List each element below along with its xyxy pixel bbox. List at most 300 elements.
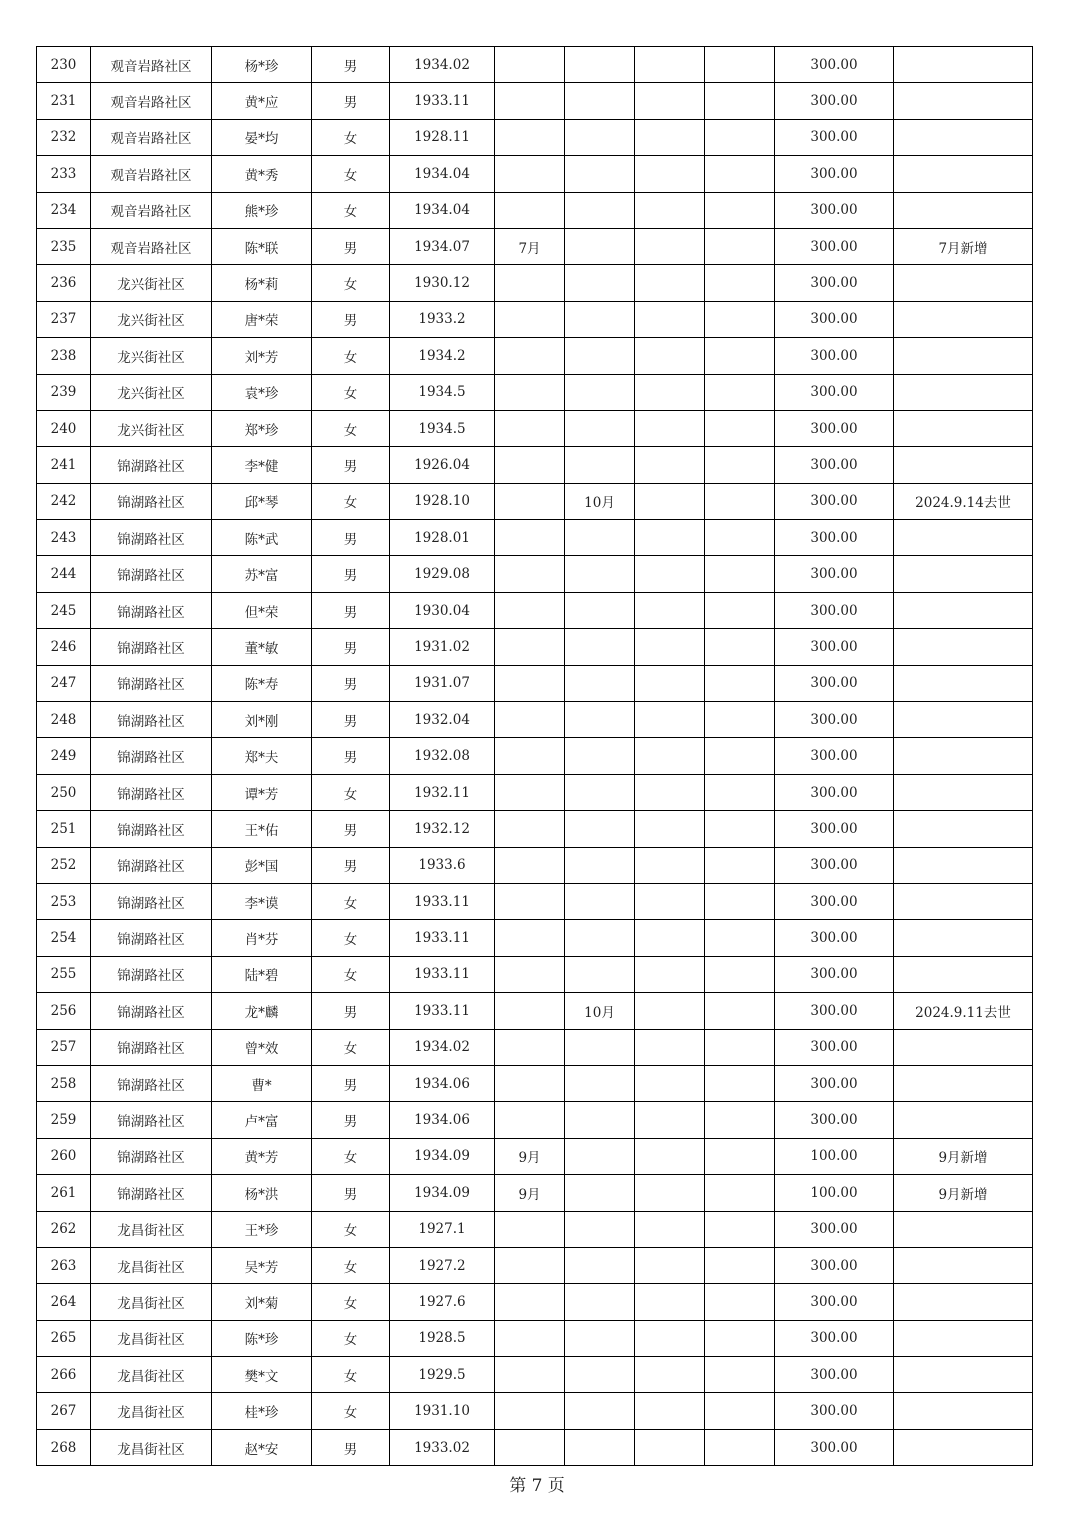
col-h-cell — [635, 1175, 705, 1211]
name-cell: 桂*珍 — [212, 1393, 312, 1429]
remarks-cell: 9月新增 — [894, 1138, 1033, 1174]
gender-cell: 女 — [312, 265, 390, 301]
name-cell: 郑*珍 — [212, 410, 312, 446]
col-h-cell — [635, 1065, 705, 1101]
gender-cell: 男 — [312, 993, 390, 1029]
amount-cell: 300.00 — [775, 119, 894, 155]
birth-date-cell: 1934.09 — [390, 1175, 495, 1211]
col-h-cell — [635, 447, 705, 483]
col-h-cell — [635, 119, 705, 155]
add-month-cell — [495, 156, 565, 192]
col-i-cell — [705, 811, 775, 847]
birth-date-cell: 1928.10 — [390, 483, 495, 519]
community-cell: 锦湖路社区 — [91, 447, 212, 483]
remarks-cell — [894, 192, 1033, 228]
add-month-cell — [495, 483, 565, 519]
remove-month-cell — [565, 410, 635, 446]
birth-date-cell: 1933.6 — [390, 847, 495, 883]
name-cell: 邱*琴 — [212, 483, 312, 519]
gender-cell: 男 — [312, 447, 390, 483]
remove-month-cell — [565, 1429, 635, 1465]
amount-cell: 100.00 — [775, 1138, 894, 1174]
col-i-cell — [705, 47, 775, 83]
col-h-cell — [635, 228, 705, 264]
table-row — [37, 483, 1033, 519]
community-cell: 锦湖路社区 — [91, 483, 212, 519]
name-cell: 陈*寿 — [212, 665, 312, 701]
birth-date-cell: 1929.08 — [390, 556, 495, 592]
remarks-cell: 7月新增 — [894, 228, 1033, 264]
col-h-cell — [635, 1284, 705, 1320]
remove-month-cell — [565, 592, 635, 628]
community-cell: 锦湖路社区 — [91, 956, 212, 992]
col-h-cell — [635, 520, 705, 556]
birth-date-cell: 1927.2 — [390, 1247, 495, 1283]
name-cell: 赵*安 — [212, 1429, 312, 1465]
col-i-cell — [705, 956, 775, 992]
name-cell: 苏*富 — [212, 556, 312, 592]
table-row — [37, 301, 1033, 337]
remarks-cell — [894, 410, 1033, 446]
name-cell: 郑*夫 — [212, 738, 312, 774]
name-cell: 陆*碧 — [212, 956, 312, 992]
add-month-cell — [495, 265, 565, 301]
col-i-cell — [705, 774, 775, 810]
gender-cell: 女 — [312, 1393, 390, 1429]
amount-cell: 300.00 — [775, 47, 894, 83]
table-row — [37, 592, 1033, 628]
name-cell: 刘*芳 — [212, 338, 312, 374]
gender-cell: 男 — [312, 592, 390, 628]
add-month-cell — [495, 1320, 565, 1356]
community-cell: 锦湖路社区 — [91, 1065, 212, 1101]
community-cell: 锦湖路社区 — [91, 883, 212, 919]
table-row — [37, 665, 1033, 701]
remove-month-cell — [565, 192, 635, 228]
name-cell: 李*谟 — [212, 883, 312, 919]
remarks-cell — [894, 920, 1033, 956]
birth-date-cell: 1934.5 — [390, 374, 495, 410]
birth-date-cell: 1933.11 — [390, 956, 495, 992]
birth-date-cell: 1932.04 — [390, 702, 495, 738]
table-row — [37, 556, 1033, 592]
name-cell: 陈*联 — [212, 228, 312, 264]
col-h-cell — [635, 1102, 705, 1138]
col-h-cell — [635, 702, 705, 738]
table-row — [37, 228, 1033, 264]
row-number-cell: 261 — [37, 1175, 91, 1211]
birth-date-cell: 1933.11 — [390, 920, 495, 956]
gender-cell: 女 — [312, 956, 390, 992]
gender-cell: 男 — [312, 629, 390, 665]
amount-cell: 300.00 — [775, 702, 894, 738]
name-cell: 龙*麟 — [212, 993, 312, 1029]
birth-date-cell: 1934.5 — [390, 410, 495, 446]
col-h-cell — [635, 1211, 705, 1247]
remarks-cell — [894, 629, 1033, 665]
col-i-cell — [705, 410, 775, 446]
birth-date-cell: 1934.06 — [390, 1065, 495, 1101]
col-i-cell — [705, 1065, 775, 1101]
name-cell: 杨*洪 — [212, 1175, 312, 1211]
add-month-cell — [495, 702, 565, 738]
remove-month-cell — [565, 228, 635, 264]
remarks-cell — [894, 156, 1033, 192]
community-cell: 锦湖路社区 — [91, 629, 212, 665]
remove-month-cell — [565, 1029, 635, 1065]
row-number-cell: 237 — [37, 301, 91, 337]
add-month-cell — [495, 520, 565, 556]
birth-date-cell: 1931.07 — [390, 665, 495, 701]
row-number-cell: 255 — [37, 956, 91, 992]
add-month-cell — [495, 338, 565, 374]
table-row — [37, 1138, 1033, 1174]
community-cell: 锦湖路社区 — [91, 1138, 212, 1174]
add-month-cell — [495, 665, 565, 701]
remove-month-cell — [565, 265, 635, 301]
add-month-cell — [495, 883, 565, 919]
name-cell: 吴*芳 — [212, 1247, 312, 1283]
community-cell: 龙兴街社区 — [91, 301, 212, 337]
birth-date-cell: 1932.12 — [390, 811, 495, 847]
gender-cell: 男 — [312, 1065, 390, 1101]
community-cell: 锦湖路社区 — [91, 702, 212, 738]
add-month-cell — [495, 993, 565, 1029]
remarks-cell — [894, 1211, 1033, 1247]
remarks-cell — [894, 1102, 1033, 1138]
gender-cell: 女 — [312, 374, 390, 410]
birth-date-cell: 1930.12 — [390, 265, 495, 301]
remove-month-cell — [565, 883, 635, 919]
add-month-cell — [495, 1429, 565, 1465]
table-body — [37, 47, 1033, 1466]
birth-date-cell: 1931.10 — [390, 1393, 495, 1429]
community-cell: 锦湖路社区 — [91, 592, 212, 628]
amount-cell: 300.00 — [775, 265, 894, 301]
add-month-cell — [495, 847, 565, 883]
row-number-cell: 257 — [37, 1029, 91, 1065]
row-number-cell: 238 — [37, 338, 91, 374]
remove-month-cell — [565, 556, 635, 592]
amount-cell: 300.00 — [775, 338, 894, 374]
name-cell: 黄*秀 — [212, 156, 312, 192]
name-cell: 董*敏 — [212, 629, 312, 665]
row-number-cell: 235 — [37, 228, 91, 264]
remove-month-cell — [565, 738, 635, 774]
amount-cell: 300.00 — [775, 556, 894, 592]
name-cell: 樊*文 — [212, 1357, 312, 1393]
gender-cell: 女 — [312, 483, 390, 519]
remarks-cell: 9月新增 — [894, 1175, 1033, 1211]
gender-cell: 男 — [312, 738, 390, 774]
community-cell: 龙昌街社区 — [91, 1320, 212, 1356]
row-number-cell: 232 — [37, 119, 91, 155]
table-row — [37, 883, 1033, 919]
amount-cell: 300.00 — [775, 1102, 894, 1138]
birth-date-cell: 1934.07 — [390, 228, 495, 264]
add-month-cell — [495, 301, 565, 337]
remove-month-cell — [565, 1102, 635, 1138]
table-row — [37, 119, 1033, 155]
add-month-cell — [495, 556, 565, 592]
community-cell: 龙昌街社区 — [91, 1211, 212, 1247]
table-row — [37, 47, 1033, 83]
col-i-cell — [705, 1284, 775, 1320]
col-i-cell — [705, 483, 775, 519]
add-month-cell: 9月 — [495, 1175, 565, 1211]
remove-month-cell — [565, 811, 635, 847]
remarks-cell — [894, 1284, 1033, 1320]
col-h-cell — [635, 883, 705, 919]
remarks-cell — [894, 520, 1033, 556]
amount-cell: 300.00 — [775, 374, 894, 410]
col-i-cell — [705, 1429, 775, 1465]
gender-cell: 男 — [312, 811, 390, 847]
name-cell: 但*荣 — [212, 592, 312, 628]
gender-cell: 男 — [312, 556, 390, 592]
gender-cell: 女 — [312, 1357, 390, 1393]
add-month-cell — [495, 774, 565, 810]
remarks-cell — [894, 83, 1033, 119]
amount-cell: 300.00 — [775, 920, 894, 956]
add-month-cell — [495, 956, 565, 992]
remove-month-cell — [565, 119, 635, 155]
add-month-cell — [495, 811, 565, 847]
gender-cell: 男 — [312, 1429, 390, 1465]
col-i-cell — [705, 883, 775, 919]
remarks-cell — [894, 265, 1033, 301]
row-number-cell: 240 — [37, 410, 91, 446]
table-row — [37, 1065, 1033, 1101]
remove-month-cell — [565, 702, 635, 738]
remarks-cell — [894, 119, 1033, 155]
gender-cell: 女 — [312, 1029, 390, 1065]
amount-cell: 300.00 — [775, 520, 894, 556]
remarks-cell — [894, 883, 1033, 919]
col-h-cell — [635, 920, 705, 956]
amount-cell: 300.00 — [775, 993, 894, 1029]
remarks-cell — [894, 738, 1033, 774]
col-h-cell — [635, 1393, 705, 1429]
remarks-cell: 2024.9.11去世 — [894, 993, 1033, 1029]
community-cell: 锦湖路社区 — [91, 1029, 212, 1065]
name-cell: 王*珍 — [212, 1211, 312, 1247]
add-month-cell — [495, 592, 565, 628]
gender-cell: 男 — [312, 665, 390, 701]
row-number-cell: 259 — [37, 1102, 91, 1138]
amount-cell: 300.00 — [775, 847, 894, 883]
community-cell: 锦湖路社区 — [91, 665, 212, 701]
row-number-cell: 253 — [37, 883, 91, 919]
gender-cell: 男 — [312, 47, 390, 83]
col-i-cell — [705, 156, 775, 192]
add-month-cell — [495, 1029, 565, 1065]
community-cell: 锦湖路社区 — [91, 774, 212, 810]
col-i-cell — [705, 1029, 775, 1065]
col-i-cell — [705, 1102, 775, 1138]
add-month-cell — [495, 83, 565, 119]
remove-month-cell: 10月 — [565, 993, 635, 1029]
col-i-cell — [705, 665, 775, 701]
row-number-cell: 246 — [37, 629, 91, 665]
col-i-cell — [705, 1247, 775, 1283]
name-cell: 曹* — [212, 1065, 312, 1101]
remove-month-cell — [565, 447, 635, 483]
birth-date-cell: 1927.6 — [390, 1284, 495, 1320]
remarks-cell — [894, 847, 1033, 883]
name-cell: 杨*珍 — [212, 47, 312, 83]
community-cell: 龙昌街社区 — [91, 1393, 212, 1429]
table-row — [37, 1357, 1033, 1393]
gender-cell: 女 — [312, 192, 390, 228]
col-h-cell — [635, 811, 705, 847]
amount-cell: 300.00 — [775, 410, 894, 446]
remarks-cell — [894, 774, 1033, 810]
remove-month-cell — [565, 629, 635, 665]
table-row — [37, 993, 1033, 1029]
table-row — [37, 1211, 1033, 1247]
amount-cell: 300.00 — [775, 1320, 894, 1356]
amount-cell: 300.00 — [775, 192, 894, 228]
name-cell: 袁*珍 — [212, 374, 312, 410]
remove-month-cell: 10月 — [565, 483, 635, 519]
row-number-cell: 231 — [37, 83, 91, 119]
add-month-cell — [495, 738, 565, 774]
remarks-cell — [894, 447, 1033, 483]
page-number: 第 7 页 — [509, 1476, 565, 1496]
row-number-cell: 258 — [37, 1065, 91, 1101]
birth-date-cell: 1934.04 — [390, 192, 495, 228]
amount-cell: 300.00 — [775, 774, 894, 810]
remarks-cell — [894, 1357, 1033, 1393]
col-h-cell — [635, 993, 705, 1029]
table-row — [37, 1247, 1033, 1283]
birth-date-cell: 1934.2 — [390, 338, 495, 374]
col-i-cell — [705, 1393, 775, 1429]
remarks-cell — [894, 811, 1033, 847]
remarks-cell — [894, 1320, 1033, 1356]
gender-cell: 男 — [312, 847, 390, 883]
birth-date-cell: 1931.02 — [390, 629, 495, 665]
add-month-cell — [495, 47, 565, 83]
amount-cell: 300.00 — [775, 447, 894, 483]
table-row — [37, 192, 1033, 228]
row-number-cell: 251 — [37, 811, 91, 847]
name-cell: 黄*芳 — [212, 1138, 312, 1174]
roster-table — [36, 46, 1033, 1466]
add-month-cell — [495, 1357, 565, 1393]
col-h-cell — [635, 192, 705, 228]
col-h-cell — [635, 374, 705, 410]
gender-cell: 男 — [312, 1102, 390, 1138]
table-row — [37, 920, 1033, 956]
col-h-cell — [635, 47, 705, 83]
remove-month-cell — [565, 665, 635, 701]
community-cell: 锦湖路社区 — [91, 1102, 212, 1138]
table-row — [37, 1393, 1033, 1429]
amount-cell: 300.00 — [775, 1211, 894, 1247]
community-cell: 龙兴街社区 — [91, 410, 212, 446]
name-cell: 杨*莉 — [212, 265, 312, 301]
community-cell: 锦湖路社区 — [91, 811, 212, 847]
row-number-cell: 254 — [37, 920, 91, 956]
gender-cell: 男 — [312, 228, 390, 264]
row-number-cell: 241 — [37, 447, 91, 483]
birth-date-cell: 1927.1 — [390, 1211, 495, 1247]
amount-cell: 300.00 — [775, 156, 894, 192]
amount-cell: 100.00 — [775, 1175, 894, 1211]
gender-cell: 男 — [312, 1175, 390, 1211]
community-cell: 观音岩路社区 — [91, 228, 212, 264]
community-cell: 观音岩路社区 — [91, 83, 212, 119]
row-number-cell: 262 — [37, 1211, 91, 1247]
remarks-cell — [894, 556, 1033, 592]
col-h-cell — [635, 410, 705, 446]
gender-cell: 女 — [312, 156, 390, 192]
amount-cell: 300.00 — [775, 1429, 894, 1465]
remove-month-cell — [565, 1175, 635, 1211]
row-number-cell: 252 — [37, 847, 91, 883]
col-i-cell — [705, 374, 775, 410]
community-cell: 锦湖路社区 — [91, 847, 212, 883]
remove-month-cell — [565, 1357, 635, 1393]
add-month-cell — [495, 1247, 565, 1283]
birth-date-cell: 1933.2 — [390, 301, 495, 337]
col-h-cell — [635, 556, 705, 592]
remarks-cell — [894, 1247, 1033, 1283]
remove-month-cell — [565, 1284, 635, 1320]
col-i-cell — [705, 83, 775, 119]
amount-cell: 300.00 — [775, 629, 894, 665]
name-cell: 彭*国 — [212, 847, 312, 883]
add-month-cell — [495, 192, 565, 228]
row-number-cell: 267 — [37, 1393, 91, 1429]
remarks-cell — [894, 1029, 1033, 1065]
col-h-cell — [635, 847, 705, 883]
table-row — [37, 1284, 1033, 1320]
remarks-cell — [894, 1429, 1033, 1465]
col-i-cell — [705, 338, 775, 374]
col-i-cell — [705, 520, 775, 556]
col-i-cell — [705, 993, 775, 1029]
add-month-cell — [495, 920, 565, 956]
col-h-cell — [635, 774, 705, 810]
table-row — [37, 1320, 1033, 1356]
gender-cell: 女 — [312, 338, 390, 374]
amount-cell: 300.00 — [775, 1247, 894, 1283]
row-number-cell: 247 — [37, 665, 91, 701]
row-number-cell: 264 — [37, 1284, 91, 1320]
row-number-cell: 243 — [37, 520, 91, 556]
row-number-cell: 230 — [37, 47, 91, 83]
col-i-cell — [705, 265, 775, 301]
remove-month-cell — [565, 47, 635, 83]
name-cell: 谭*芳 — [212, 774, 312, 810]
gender-cell: 女 — [312, 1138, 390, 1174]
col-h-cell — [635, 665, 705, 701]
community-cell: 龙昌街社区 — [91, 1284, 212, 1320]
col-h-cell — [635, 592, 705, 628]
birth-date-cell: 1928.11 — [390, 119, 495, 155]
table-row — [37, 811, 1033, 847]
row-number-cell: 233 — [37, 156, 91, 192]
community-cell: 龙昌街社区 — [91, 1357, 212, 1393]
remarks-cell — [894, 374, 1033, 410]
col-i-cell — [705, 192, 775, 228]
remove-month-cell — [565, 920, 635, 956]
name-cell: 熊*珍 — [212, 192, 312, 228]
table-row — [37, 1029, 1033, 1065]
